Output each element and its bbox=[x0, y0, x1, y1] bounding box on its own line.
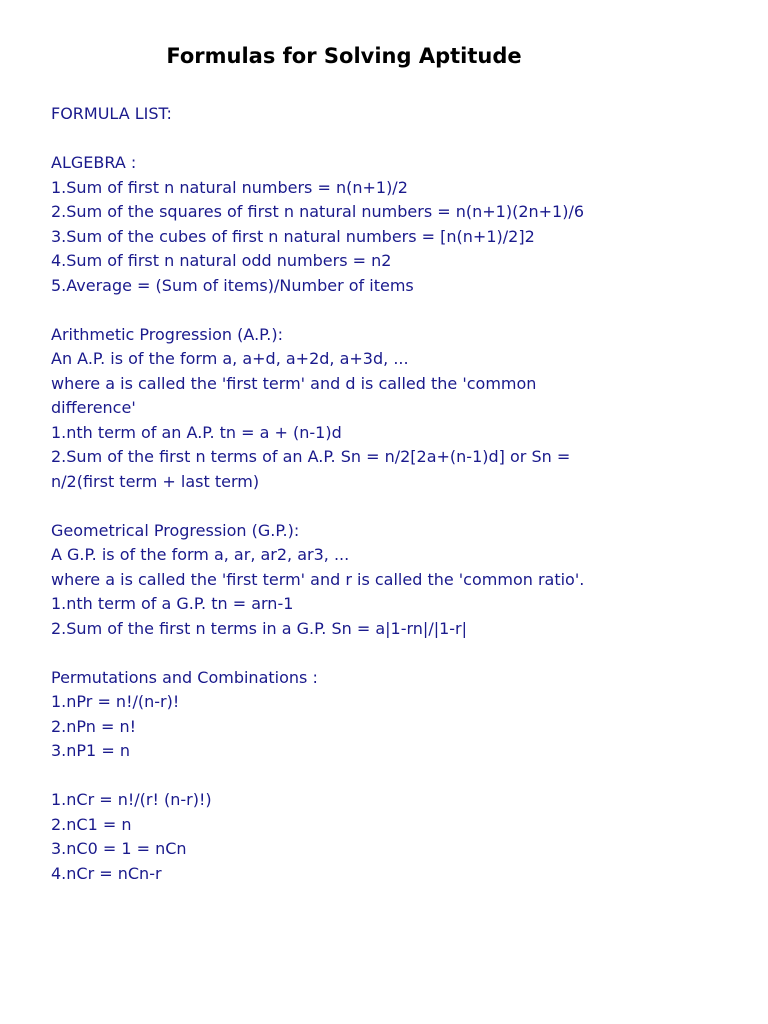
algebra-item: 2.Sum of the squares of first n natural numbers = n(n+1)(2n+1)/6 bbox=[51, 202, 585, 221]
gp-line: A G.P. is of the form a, ar, ar2, ar3, ... bbox=[51, 545, 350, 564]
ap-line: difference' bbox=[51, 398, 136, 417]
formula-list-heading: FORMULA LIST: bbox=[51, 104, 172, 123]
algebra-item: 1.Sum of first n natural numbers = n(n+1)/2 bbox=[51, 177, 408, 197]
gp-line: 2.Sum of the first n terms in a G.P. Sn = a|1-rn|/|1-r| bbox=[51, 618, 468, 638]
gp-line: where a is called the 'first term' and r is called the 'common ratio'. bbox=[51, 569, 585, 589]
gp-line: 1.nth term of a G.P. tn = arn-1 bbox=[51, 594, 294, 613]
ap-header: Arithmetic Progression (A.P.): bbox=[51, 324, 284, 344]
spacer bbox=[51, 764, 691, 789]
gp-header: Geometrical Progression (G.P.): bbox=[51, 520, 300, 540]
combination-item: 1.nCr = n!/(r! (n-r)!) bbox=[51, 790, 212, 809]
permutation-item: 2.nPn = n! bbox=[51, 716, 137, 736]
ap-line: n/2(first term + last term) bbox=[51, 471, 260, 491]
spacer bbox=[51, 298, 691, 323]
spacer bbox=[51, 127, 691, 152]
ap-line: An A.P. is of the form a, a+d, a+2d, a+3d, ... bbox=[51, 349, 409, 368]
algebra-item: 4.Sum of first n natural odd numbers = n2 bbox=[51, 251, 392, 270]
algebra-item: 5.Average = (Sum of items)/Number of items bbox=[51, 275, 414, 295]
pnc-header: Permutations and Combinations : bbox=[51, 667, 318, 687]
permutation-item: 3.nP1 = n bbox=[51, 741, 130, 760]
algebra-header: ALGEBRA : bbox=[51, 153, 137, 172]
combination-item: 2.nC1 = n bbox=[51, 814, 132, 834]
ap-line: where a is called the 'first term' and d is called the 'common bbox=[51, 373, 537, 393]
ap-line: 2.Sum of the first n terms of an A.P. Sn = n/2[2a+(n-1)d] or Sn = bbox=[51, 447, 571, 466]
ap-line: 1.nth term of an A.P. tn = a + (n-1)d bbox=[51, 422, 342, 442]
spacer bbox=[51, 641, 691, 666]
algebra-item: 3.Sum of the cubes of first n natural numbers = [n(n+1)/2]2 bbox=[51, 226, 535, 246]
permutation-item: 1.nPr = n!/(n-r)! bbox=[51, 692, 180, 711]
combination-item: 4.nCr = nCn-r bbox=[51, 863, 162, 883]
combination-item: 3.nC0 = 1 = nCn bbox=[51, 839, 187, 858]
page-title: Formulas for Solving Aptitude bbox=[166, 44, 522, 68]
spacer bbox=[51, 494, 691, 519]
formula-content bbox=[51, 102, 691, 886]
